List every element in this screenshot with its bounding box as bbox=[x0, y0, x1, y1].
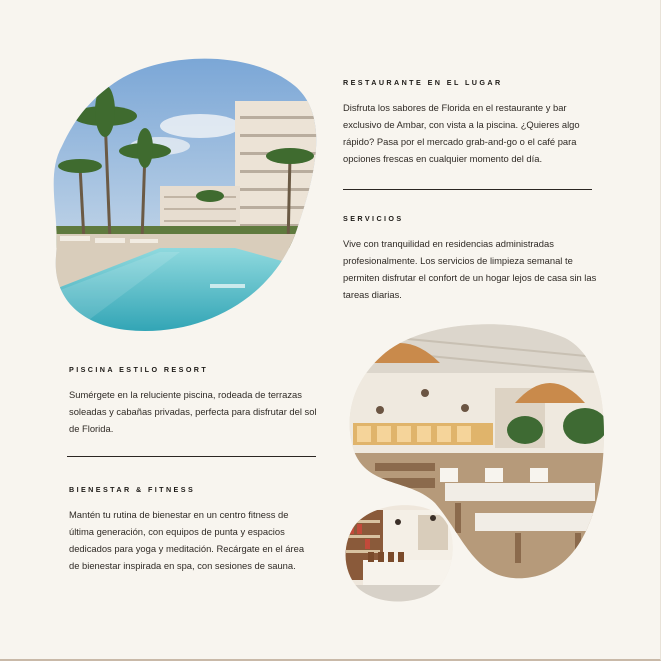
services-section bbox=[343, 214, 598, 303]
services-description: Vive con tranquilidad en residencias administradas profesionalmente. Los servicios de limpieza semanal te permiten disfrutar el confort de un hogar lejos de casa sin las tareas diarias. bbox=[343, 238, 597, 300]
pool-description: Sumérgete en la reluciente piscina, rodeada de terrazas soleadas y cabañas privadas, perfecta para disfrutar del sol de Florida. bbox=[69, 389, 317, 434]
divider bbox=[343, 189, 592, 190]
restaurant-heading: RESTAURANTE EN EL LUGAR bbox=[343, 78, 503, 87]
divider bbox=[67, 456, 316, 457]
wellness-heading: BIENESTAR & FITNESS bbox=[69, 485, 196, 494]
wellness-section bbox=[69, 485, 314, 574]
restaurant-section bbox=[343, 78, 598, 167]
restaurant-description: Disfruta los sabores de Florida en el restaurante y bar exclusivo de Ambar, con vista a la piscina. ¿Quieres algo rápido? Pasa por el mercado grab-and-go o el café para opciones frescas en cualquier momento del día. bbox=[343, 102, 580, 164]
wellness-description: Mantén tu rutina de bienestar en un centro fitness de última generación, con equipos de punta y espacios dedicados para yoga y meditación. Recárgate en el área de bienestar inspirada en spa, con sesiones de sauna. bbox=[69, 509, 305, 571]
pool-heading: PISCINA ESTILO RESORT bbox=[69, 365, 209, 374]
services-heading: SERVICIOS bbox=[343, 214, 404, 223]
market-cafe-photo bbox=[343, 500, 455, 604]
pool-section bbox=[69, 365, 319, 437]
resort-pool-photo bbox=[50, 56, 318, 334]
